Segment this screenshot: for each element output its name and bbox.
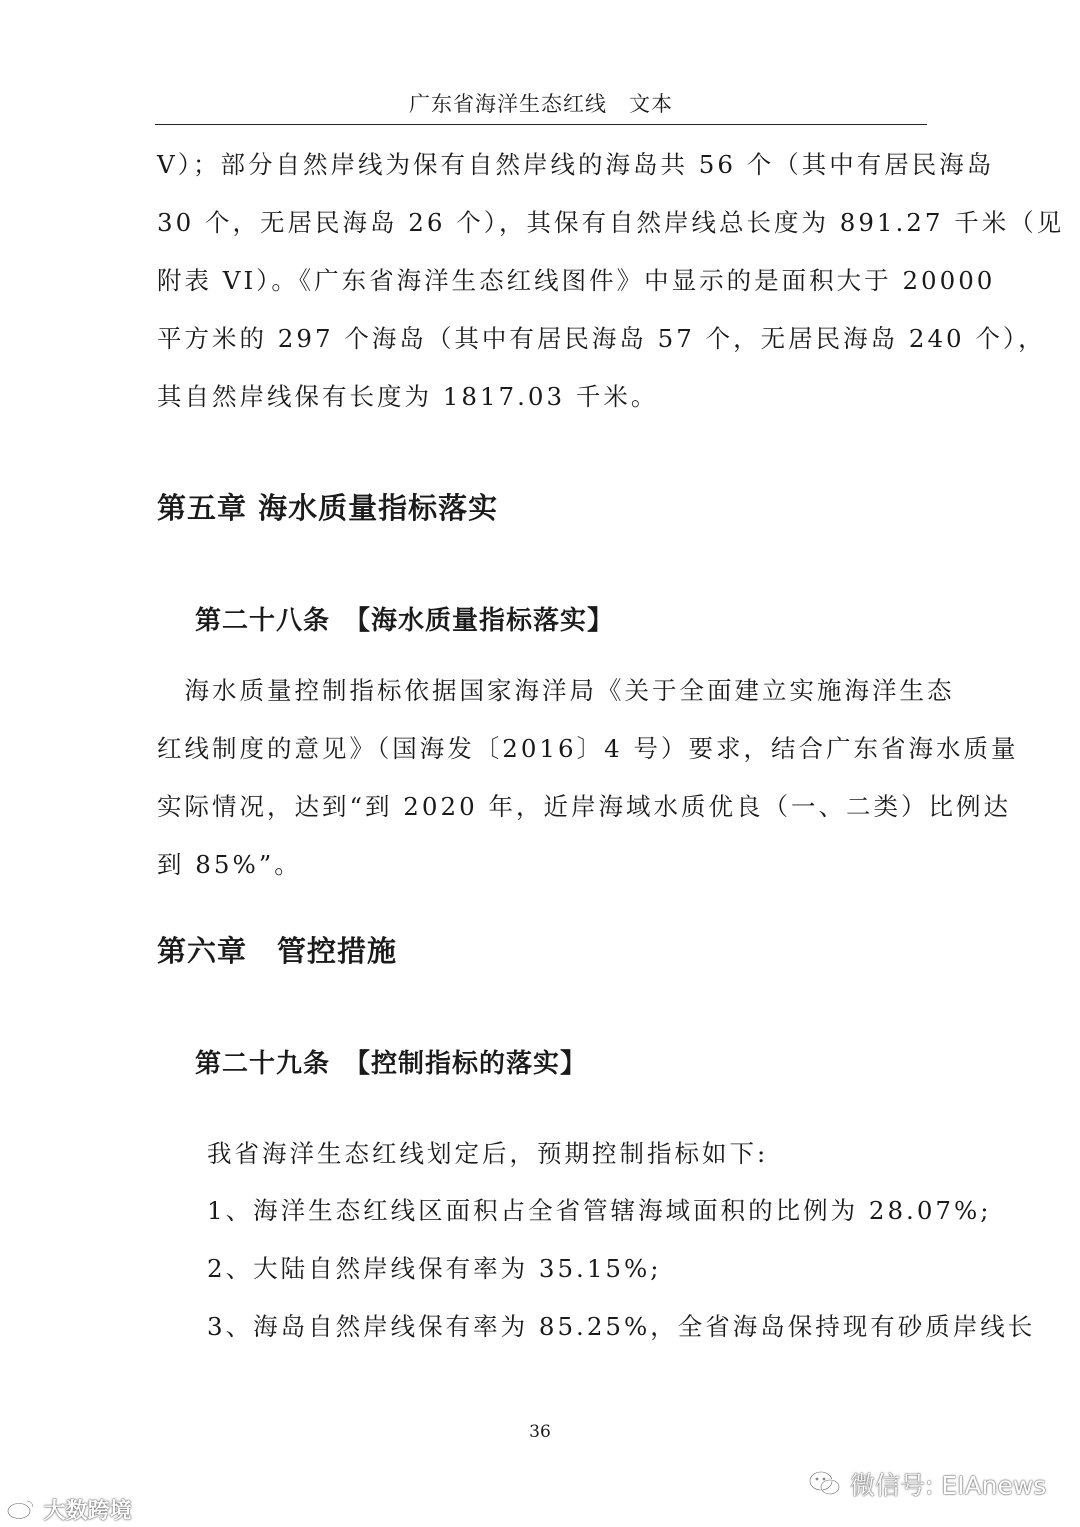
- paragraph-line: 30 个，无居民海岛 26 个），其保有自然岸线总长度为 891.27 千米（见: [157, 208, 1065, 237]
- wechat-icon: [808, 1470, 842, 1504]
- paragraph-line: 红线制度的意见》（国海发〔2016〕4 号）要求，结合广东省海水质量: [157, 734, 1019, 763]
- watermark-right: [808, 1466, 1046, 1504]
- watermark-right-text: 微信号: EIAnews: [849, 1471, 1047, 1500]
- paragraph-line: 平方米的 297 个海岛（其中有居民海岛 57 个，无居民海岛 240 个），: [157, 324, 1046, 353]
- paragraph-water-quality: [157, 662, 1019, 894]
- list-item: 1、海洋生态红线区面积占全省管辖海域面积的比例为 28.07%;: [207, 1196, 992, 1225]
- paragraph-line: 实际情况，达到“到 2020 年，近岸海域水质优良（一、二类）比例达: [157, 792, 1011, 821]
- watermark-left: [6, 1494, 132, 1526]
- page-number: 36: [529, 1422, 551, 1442]
- list-item: 2、大陆自然岸线保有率为 35.15%;: [207, 1254, 662, 1283]
- paragraph-line: 到 85%”。: [157, 850, 302, 879]
- paragraph-line: 其自然岸线保有长度为 1817.03 千米。: [157, 382, 659, 411]
- list-item: 3、海岛自然岸线保有率为 85.25%，全省海岛保持现有砂质岸线长: [207, 1312, 1036, 1341]
- page-header: 广东省海洋生态红线 文本: [155, 88, 927, 125]
- weibo-icon: [6, 1498, 36, 1526]
- chapter-5-heading: 第五章 海水质量指标落实: [157, 491, 499, 525]
- paragraph-line: 海水质量控制指标依据国家海洋局《关于全面建立实施海洋生态: [157, 676, 955, 705]
- paragraph-line: 附表 VI）。《广东省海洋生态红线图件》中显示的是面积大于 20000: [157, 266, 996, 295]
- article-29-heading: 第二十九条 【控制指标的落实】: [195, 1049, 588, 1079]
- paragraph-line: V）；部分自然岸线为保有自然岸线的海岛共 56 个（其中有居民海岛: [157, 150, 995, 179]
- chapter-6-heading: 第六章 管控措施: [157, 934, 398, 968]
- article-28-heading: 第二十八条 【海水质量指标落实】: [195, 606, 615, 636]
- watermark-left-text: 大数跨境: [43, 1499, 132, 1524]
- paragraph-islands: [157, 136, 1065, 426]
- article-29-intro: 我省海洋生态红线划定后，预期控制指标如下:: [207, 1139, 769, 1168]
